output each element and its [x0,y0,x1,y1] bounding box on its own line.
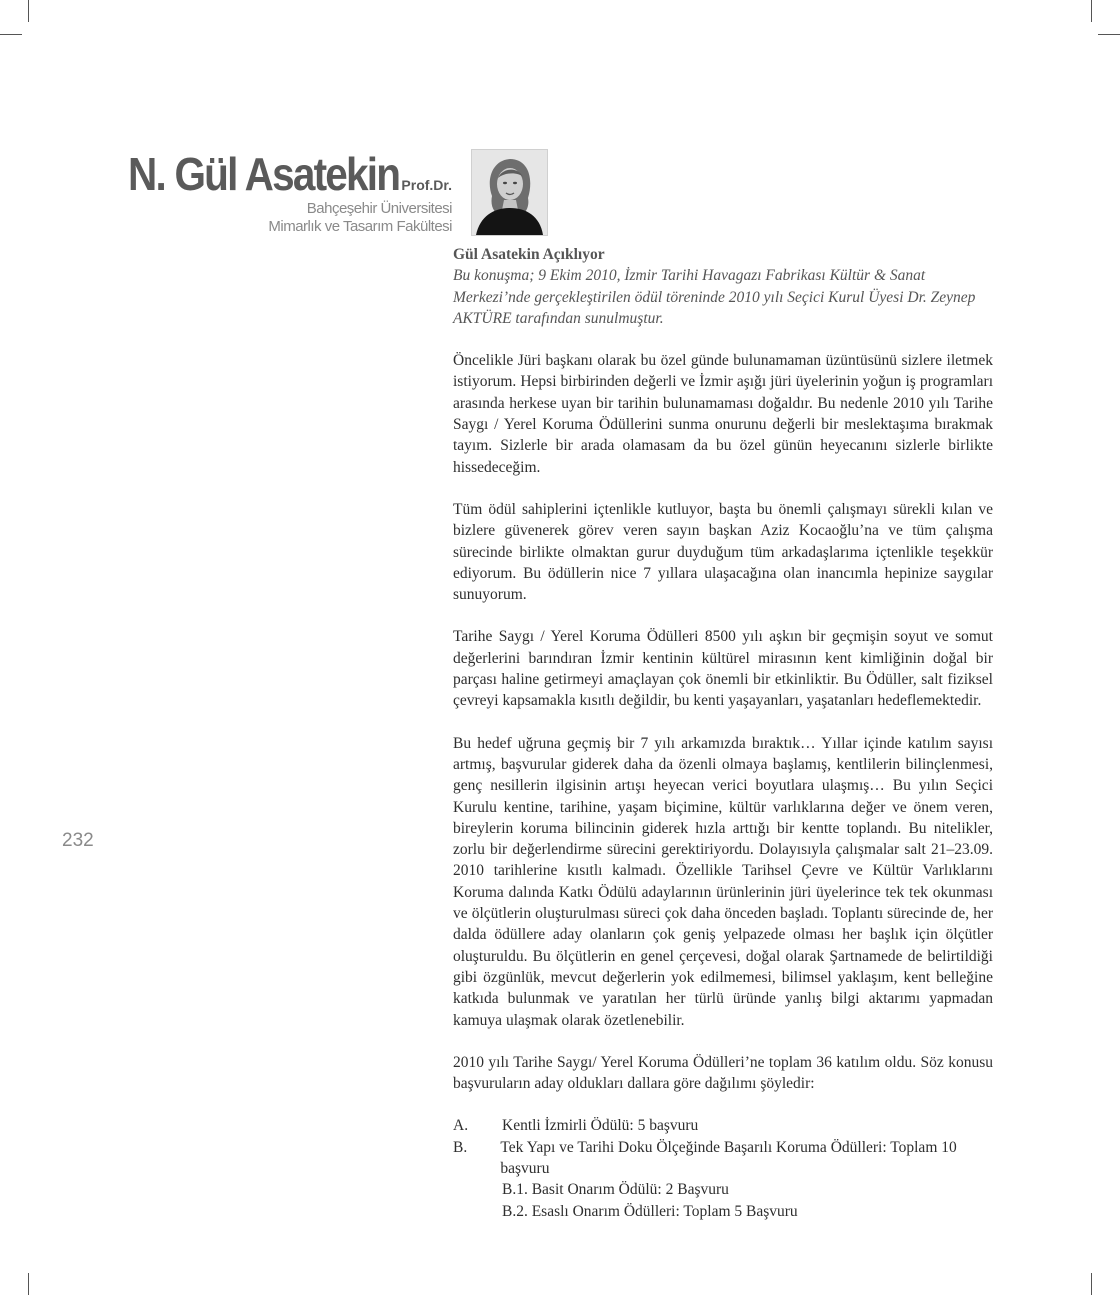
paragraph: Öncelikle Jüri başkanı olarak bu özel günde bulunamaman üzüntüsünü sizlere iletmek istiyorum. Hepsi birbirinden değerli ve İzmir aşığı jüri üyelerinin yoğun iş programları arasında herkese uyan bir tarihin bulunamaması doğaldır. Bu nedenle 2010 yılı Tarihe Saygı / Yerel Koruma Ödüllerini sunma onurunu değerli bir meslektaşıma bırakmak tayım. Sizlerle bir arada olamasam da bu özel günün heyecanını sizlerle birlikte hissedeceğim. [453,352,993,476]
crop-mark [0,34,22,35]
article-heading: Gül Asatekin Açıklıyor [453,246,605,263]
crop-mark [1091,1273,1092,1295]
crop-mark [28,0,29,22]
crop-mark [1098,34,1120,35]
list-item [453,1137,993,1180]
article-intro: Bu konuşma; 9 Ekim 2010, İzmir Tarihi Havagazı Fabrikası Kültür & Sanat Merkezi’nde gerçekleştirilen ödül töreninde 2010 yılı Seçici Kurul Üyesi Dr. Zeynep AKTÜRE tarafından sunulmuştur. [453,267,976,327]
paragraph: 2010 yılı Tarihe Saygı/ Yerel Koruma Ödülleri’ne toplam 36 katılım oldu. Söz konusu başvuruların aday oldukları dallara göre dağılımı şöyledir: [453,1053,993,1093]
crop-mark [28,1273,29,1295]
paragraph: Tarihe Saygı / Yerel Koruma Ödülleri 8500 yılı aşkın bir geçmişin soyut ve somut değerlerini barındıran İzmir kentinin kültürel mirasının kent kimliğinin doğal bir parçası haline getirmeyi amaçlayan çok önemli bir etkinliktir. Bu Ödüller, salt fiziksel çevreyi kapsamakla kısıtlı değildir, bu kenti yaşayanları, yaşatanları hedeflemektedir. [453,628,993,710]
applications-list [453,1115,993,1221]
sublist-item: B.2. Esaslı Onarım Ödülleri: Toplam 5 Başvuru [502,1202,798,1220]
crop-mark [1091,0,1092,22]
list-item [453,1115,993,1136]
article-body [453,244,993,1222]
sublist-item: B.1. Basit Onarım Ödülü: 2 Başvuru [502,1181,729,1199]
paragraph: Tüm ödül sahiplerini içtenlikle kutluyor, başta bu önemli çalışmayı sürekli kılan ve bizlere güvenerek görev veren sayın başkan Aziz Kocaoğlu’na ve tüm çalışma sürecinde birlikte olmaktan gurur duyduğum tüm arkadaşlarıma içtenlikle teşekkür ediyorum. Bu ödüllerin nice 7 yıllara ulaşacağına olan inancımla hepinize saygılar sunuyorum. [453,500,993,604]
author-title: Prof.Dr. [401,177,452,193]
affiliation-faculty: Mimarlık ve Tasarım Fakültesi [268,218,452,235]
author-name: N. Gül Asatekin [128,148,400,200]
author-portrait [471,149,548,236]
affiliation-university: Bahçeşehir Üniversitesi [306,200,452,217]
page-number: 232 [62,830,94,851]
list-item-text: Kentli İzmirli Ödülü: 5 başvuru [502,1117,699,1135]
author-header [91,146,452,202]
paragraph: Bu hedef uğruna geçmiş bir 7 yılı arkamızda bıraktık… Yıllar içinde katılım sayısı artmış, başvurular giderek daha da özenli olmaya başlamış, kentlilerin bilinçlenmesi, genç nesillerin ilgisinin artışı heyecan verici boyutlara ulaşmış… Bu yılın Seçici Kurulu kentine, tarihine, yaşam biçimine, kültür varlıklarına değer ve önem veren, bireylerin koruma bilincinin giderek hızla arttığı bir kentte toplandı. Bu nitelikler, zorlu bir değerlendirme sürecini gerektiriyordu. Dolayısıyla çalışmalar salt 21–23.09. 2010 tarihlerine kısıtlı kalmadı. Özellikle Tarihsel Çevre ve Kültür Varlıklarını Koruma dalında Katkı Ödülü adaylarının ürünlerinin jüri üyelerince tek tek okunması ve ölçütlerin oluşturulması süreci çok daha önceden başladı. Toplantı sürecinde de, her dalda ödüllere aday olanların çok geniş yelpazede olması her başlık için ölçütler oluşturuldu. Bu ölçütlerin en genel çerçevesi, doğal olarak Şartnamede de belirtildiği gibi özgünlük, mevcut değerlerin yok edilmemesi, bilimsel yaklaşım, kent belleğine katkıda bulunmak ve yaratılan her türlü üründe yanlış bilgi aktarımı yapmadan kamuya ulaşmak olarak özetlenebilir. [453,734,993,1029]
list-item-letter: A. [453,1117,469,1135]
list-item-letter: B. [453,1138,468,1156]
list-item-text: Tek Yapı ve Tarihi Doku Ölçeğinde Başarılı Koruma Ödülleri: Toplam 10 başvuru [500,1138,957,1177]
